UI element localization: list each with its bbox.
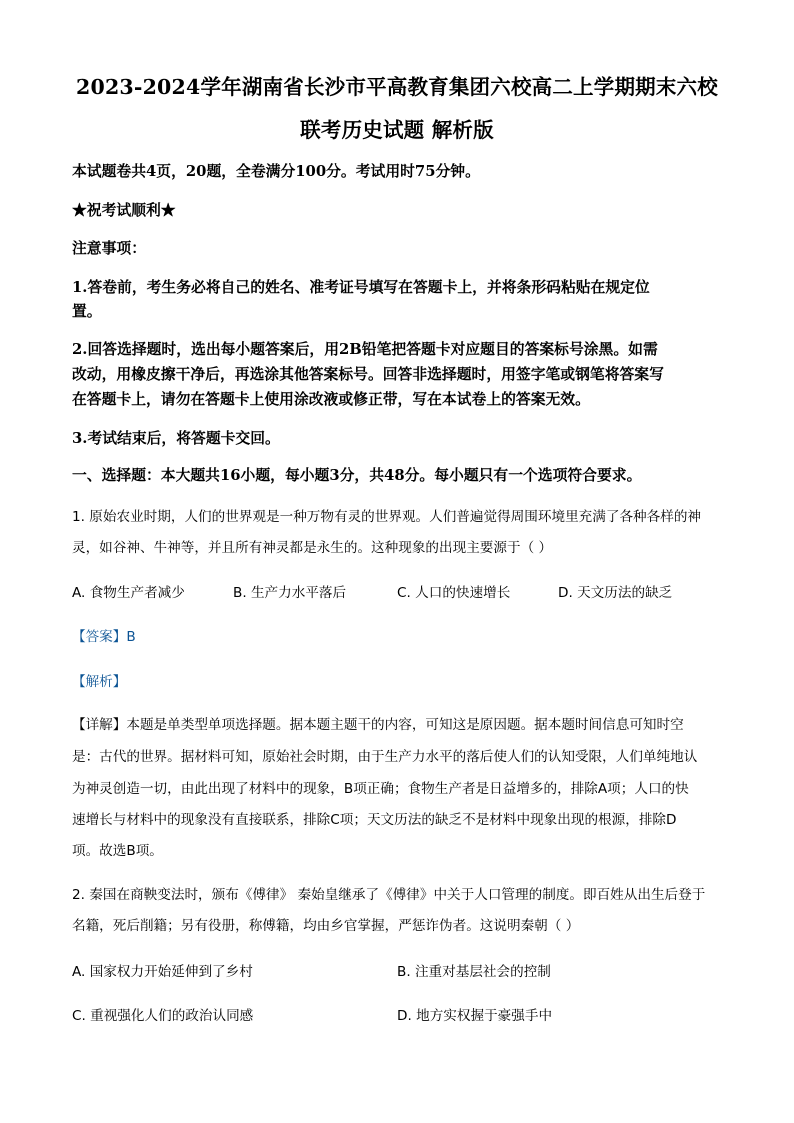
question-1-analysis-label: 【解析】 — [72, 674, 127, 690]
question-1-option-a: A. 食物生产者减少 — [72, 585, 185, 601]
question-1-detail: 【详解】本题是单类型单项选择题。据本题主题干的内容，可知这是原因题。据本题时间信息可知时空 — [72, 717, 684, 733]
question-2-option-b: B. 注重对基层社会的控制 — [397, 964, 551, 980]
question-1-option-b: B. 生产力水平落后 — [233, 585, 347, 601]
notice-item-1-cont: 置。 — [72, 303, 102, 320]
question-1-detail-cont-4: 项。故选B项。 — [72, 843, 163, 859]
question-1-option-d: D. 天文历法的缺乏 — [558, 585, 673, 601]
question-2-option-a: A. 国家权力开始延伸到了乡村 — [72, 964, 253, 980]
notice-item-2-cont-1: 改动，用橡皮擦干净后，再选涂其他答案标号。回答非选择题时，用签字笔或钢笔将答案写 — [72, 366, 664, 383]
question-2-option-d: D. 地方实权握于豪强手中 — [397, 1008, 553, 1024]
document-title-line-1: 2023-2024学年湖南省长沙市平高教育集团六校高二上学期期末六校 — [76, 75, 718, 99]
question-1-option-c: C. 人口的快速增长 — [397, 585, 511, 601]
question-2-stem: 2. 秦国在商鞅变法时，颁布《傅律》 秦始皇继承了《傅律》中关于人口管理的制度。即百姓从出生后登于 — [72, 887, 706, 903]
notice-item-1: 1.答卷前，考生务必将自己的姓名、准考证号填写在答题卡上，并将条形码粘贴在规定位 — [72, 279, 650, 296]
question-2-stem-cont: 名籍，死后削籍；另有役册，称傅籍，均由乡官掌握，严惩诈伪者。这说明秦朝（ ） — [72, 918, 580, 934]
notice-heading: 注意事项： — [72, 240, 146, 257]
question-1-stem: 1. 原始农业时期，人们的世界观是一种万物有灵的世界观。人们普遍觉得周围环境里充满了各种各样的神 — [72, 509, 702, 525]
question-1-stem-cont: 灵，如谷神、牛神等，并且所有神灵都是永生的。这种现象的出现主要源于（ ） — [72, 540, 553, 556]
section-heading: 一、选择题：本大题共16小题，每小题3分，共48分。每小题只有一个选项符合要求。 — [72, 467, 642, 484]
question-1-detail-cont-2: 为神灵创造一切，由此出现了材料中的现象，B项正确；食物生产者是日益增多的，排除A项；人口的快 — [72, 781, 689, 797]
notice-item-2: 2.回答选择题时，选出每小题答案后，用2B铅笔把答题卡对应题目的答案标号涂黑。如需 — [72, 341, 658, 358]
exam-summary: 本试题卷共4页，20题，全卷满分100分。考试用时75分钟。 — [72, 163, 480, 180]
question-2-option-c: C. 重视强化人们的政治认同感 — [72, 1008, 254, 1024]
notice-item-3: 3.考试结束后，将答题卡交回。 — [72, 430, 280, 447]
document-title-line-2: 联考历史试题 解析版 — [300, 118, 494, 142]
question-1-detail-cont-1: 是：古代的世界。据材料可知，原始社会时期，由于生产力水平的落后使人们的认知受限，人们单纯地认 — [72, 749, 698, 765]
good-luck-banner: ★祝考试顺利★ — [72, 202, 176, 219]
question-1-answer: 【答案】B — [72, 629, 136, 645]
question-1-detail-cont-3: 速增长与材料中的现象没有直接联系，排除C项；天文历法的缺乏不是材料中现象出现的根源，排除D — [72, 812, 677, 828]
notice-item-2-cont-2: 在答题卡上，请勿在答题卡上使用涂改液或修正带，写在本试卷上的答案无效。 — [72, 391, 590, 408]
